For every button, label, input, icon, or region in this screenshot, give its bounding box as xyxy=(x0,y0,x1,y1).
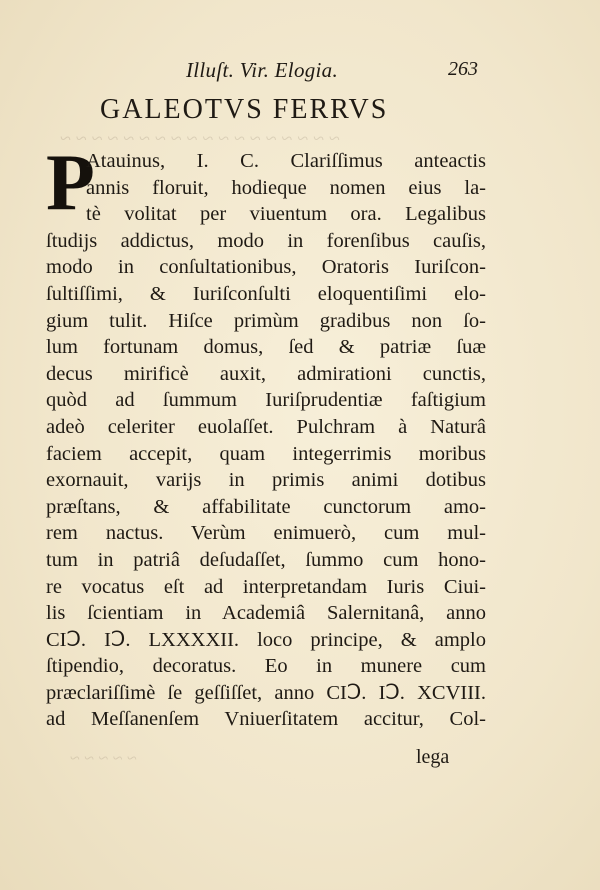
text-line: quòd ad ſummum Iuriſprudentiæ faſtigium xyxy=(46,389,486,412)
text-line: CIↃ. IↃ. LXXXXII. loco principe, & amplo xyxy=(46,628,486,651)
text-line: rem nactus. Verùm enimuerò, cum mul- xyxy=(46,522,486,545)
text-line: ſtipendio, decoratus. Eo in munere cum xyxy=(46,655,486,678)
text-line: re vocatus eſt ad interpretandam Iuris Ciui- xyxy=(46,575,486,598)
text-line: faciem accepit, quam integerrimis moribus xyxy=(46,442,486,465)
running-title: Illuſt. Vir. Elogia. xyxy=(186,58,339,82)
text-line: lum fortunam domus, ſed & patriæ ſuæ xyxy=(46,336,486,359)
page-header xyxy=(0,58,600,88)
drop-cap: P xyxy=(46,139,95,227)
text-line: lis ſcientiam in Academiâ Salernitanâ, anno xyxy=(46,602,486,625)
text-line: tum in patriâ deſudaſſet, ſummo cum hono- xyxy=(46,548,486,571)
text-line: adeò celeriter euolaſſet. Pulchram à Naturâ xyxy=(46,415,486,438)
text-line: præſtans, & affabilitate cunctorum amo- xyxy=(46,495,486,518)
text-line: gium tulit. Hiſce primùm gradibus non ſo- xyxy=(46,309,486,332)
text-line: exornauit, varijs in primis animi dotibus xyxy=(46,469,486,492)
text-line: Atauinus, I. C. Clariſſimus anteactis xyxy=(86,150,486,172)
section-heading: GALEOTVS FERRVS xyxy=(100,94,389,125)
text-line: decus mirificè auxit, admirationi cunctis, xyxy=(46,362,486,385)
text-line: tè volitat per viuentum ora. Legalibus xyxy=(86,203,486,226)
show-through-text: ~ ~ ~ ~ ~ xyxy=(70,748,137,768)
text-line: præclariſſimè ſe geſſiſſet, anno CIↃ. IↃ. XCVIII. xyxy=(46,681,486,704)
text-line: annis floruit, hodieque nomen eius la- xyxy=(86,176,486,199)
show-through-text: ~ ~ ~ ~ ~ ~ ~ ~ ~ ~ ~ ~ ~ ~ ~ ~ ~ ~ xyxy=(60,128,340,150)
page-number: 263 xyxy=(448,58,478,80)
text-line: modo in conſultationibus, Oratoris Iuriſcon- xyxy=(46,256,486,279)
body-text xyxy=(46,139,486,733)
text-line: ſtudijs addictus, modo in forenſibus cauſis, xyxy=(46,229,486,252)
catchword: lega xyxy=(416,746,450,768)
text-line: ſultiſſimi, & Iuriſconſulti eloquentiſimi elo- xyxy=(46,282,486,305)
text-line: ad Meſſanenſem Vniuerſitatem accitur, Col- xyxy=(46,708,486,731)
